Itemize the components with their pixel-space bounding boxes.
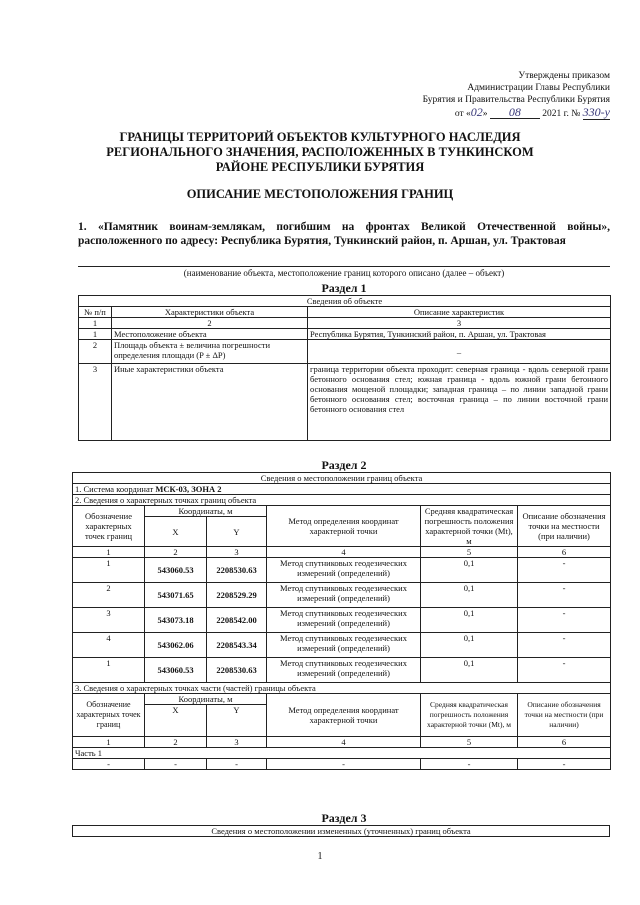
col-coords: Координаты, м xyxy=(145,506,267,517)
col-desc-2: Описание обозначения точки на местности (при наличии) xyxy=(518,694,611,737)
col-error: Средняя квадратическая погрешность положения характерной точки (Mt), м xyxy=(421,506,518,547)
col-error-2: Средняя квадратическая погрешность положения характерной точки (Mt), м xyxy=(421,694,518,737)
document-title: ГРАНИЦЫ ТЕРРИТОРИЙ ОБЪЕКТОВ КУЛЬТУРНОГО НАСЛЕДИЯ РЕГИОНАЛЬНОГО ЗНАЧЕНИЯ, РАСПОЛОЖЕННЫХ В ТУНКИНСКОМ РАЙОНЕ РЕСПУБЛИКИ БУРЯТИЯ xyxy=(106,130,534,174)
col-characteristic: Характеристики объекта xyxy=(112,307,308,318)
col-coords-2: Координаты, м xyxy=(145,694,267,705)
section-3-title: Раздел 3 xyxy=(321,811,367,825)
table-row: 3 Иные характеристики объекта граница территории объекта проходит: северная граница - вдоль северной грани бетонного основания стел; южная граница - вдоль южной грани бетонного основания мощеной площадки; западная граница – по линии западной грани бетонного основания стел; восточная граница – по линии восточной грани бетонного основания стел xyxy=(79,364,611,441)
section-2-header: Сведения о местоположении границ объекта xyxy=(73,473,611,484)
col-y: Y xyxy=(207,517,267,547)
section-1-title: Раздел 1 xyxy=(321,281,367,295)
section-3-header: Сведения о местоположении измененных (уточненных) границ объекта xyxy=(73,826,610,837)
table-row: 4 543062.06 2208543.34 Метод спутниковых геодезических измерений (определений) 0,1 - xyxy=(73,633,611,658)
table-row: 1 Местоположение объекта Республика Бурятия, Тункинский район, п. Аршан, ул. Трактовая xyxy=(79,329,611,340)
document-subtitle: ОПИСАНИЕ МЕСТОПОЛОЖЕНИЯ ГРАНИЦ xyxy=(186,187,454,201)
table-row: 3 543073.18 2208542.00 Метод спутниковых геодезических измерений (определений) 0,1 - xyxy=(73,608,611,633)
section-3-table xyxy=(72,825,610,837)
table-row: 2 543071.65 2208529.29 Метод спутниковых геодезических измерений (определений) 0,1 - xyxy=(73,583,611,608)
col-point: Обозначение характерных точек границ xyxy=(73,506,145,547)
col-point-2: Обозначение характерных точек границ xyxy=(73,694,145,737)
approval-block xyxy=(350,70,610,120)
approval-line-1: Утверждены приказом xyxy=(518,71,610,81)
col-method-2: Метод определения координат характерной точки xyxy=(267,694,421,737)
table-row: 1 543060.53 2208530.63 Метод спутниковых геодезических измерений (определений) 0,1 - xyxy=(73,558,611,583)
parts-header: 3. Сведения о характерных точках части (частей) границы объекта xyxy=(73,683,611,694)
col-x: X xyxy=(145,517,207,547)
approval-date-line: от «02» 08 2021 г. № 330-у xyxy=(454,105,610,119)
col-x-2: X xyxy=(145,705,207,737)
section-2-table: Сведения о местоположении границ объекта 1. Система координат МСК-03, ЗОНА 2 2. Сведения о характерных точках границ объекта Обозначение характерных точек границ Координаты, м Метод определения координат характерной точки Средняя квадратическая погрешность положения характерной точки (Mt), м Описание обозначения точки на местности (при наличии) X Y 1 2 3 4 5 6 1 543060.53 2208530.63 Метод спутниковых геодезических измерений (определений) 0,1 - 2 543071.65 2208529.29 Метод спутниковых геодезических измерений (определений) 0,1 - 3 543073.18 2208542.00 Метод спутниковых геодезических измерений (определений) 0,1 - 4 543062.06 2208543.34 Метод спутниковых геодезических измерений (определений) 0,1 - 1 543060.53 2208530.63 Метод спутниковых геодезических измерений (определений) 0,1 - 3. Сведения о характерных точках части (частей) границы объекта Обозначение характерных точек границ Координаты, м Метод определения координат характерной точки Средняя квадратическая погрешность положения характерной точки (Mt), м Описание обозначения точки на местности (при наличии) X Y 1 2 3 4 5 6 Часть 1 - - - - - - xyxy=(72,472,611,770)
num-cell: 2 xyxy=(112,318,308,329)
approval-month: 08 xyxy=(490,106,540,119)
part-label: Часть 1 xyxy=(73,748,611,759)
page-number: 1 xyxy=(317,851,323,862)
table-row: 1 543060.53 2208530.63 Метод спутниковых геодезических измерений (определений) 0,1 - xyxy=(73,658,611,683)
section-2-title: Раздел 2 xyxy=(321,458,367,472)
col-no: № п/п xyxy=(79,307,112,318)
col-method: Метод определения координат характерной точки xyxy=(267,506,421,547)
num-cell: 3 xyxy=(308,318,611,329)
table-row: - - - - - - xyxy=(73,759,611,770)
col-desc: Описание обозначения точки на местности (при наличии) xyxy=(518,506,611,547)
object-name: 1. «Памятник воинам-землякам, погибшим на фронтах Великой Отечественной войны», расположенного по адресу: Республика Бурятия, Тункинский район, п. Аршан, ул. Трактовая xyxy=(78,221,610,247)
points-header: 2. Сведения о характерных точках границ объекта xyxy=(73,495,611,506)
col-description: Описание характеристик xyxy=(308,307,611,318)
table-row: 2 Площадь объекта ± величина погрешности определения площади (P ± ΔP) – xyxy=(79,340,611,364)
approval-line-2: Администрации Главы Республики xyxy=(467,83,610,93)
num-cell: 1 xyxy=(79,318,112,329)
coordinate-system: 1. Система координат МСК-03, ЗОНА 2 xyxy=(73,484,611,495)
section-1-table xyxy=(78,295,611,441)
approval-day: 02 xyxy=(470,105,483,119)
section-1-header: Сведения об объекте xyxy=(79,296,611,307)
approval-line-3: Бурятия и Правительства Республики Бурятия xyxy=(422,95,610,105)
col-y-2: Y xyxy=(207,705,267,737)
object-note: (наименование объекта, местоположение границ которого описано (далее – объект) xyxy=(78,266,610,278)
approval-number: 330-у xyxy=(582,105,610,119)
